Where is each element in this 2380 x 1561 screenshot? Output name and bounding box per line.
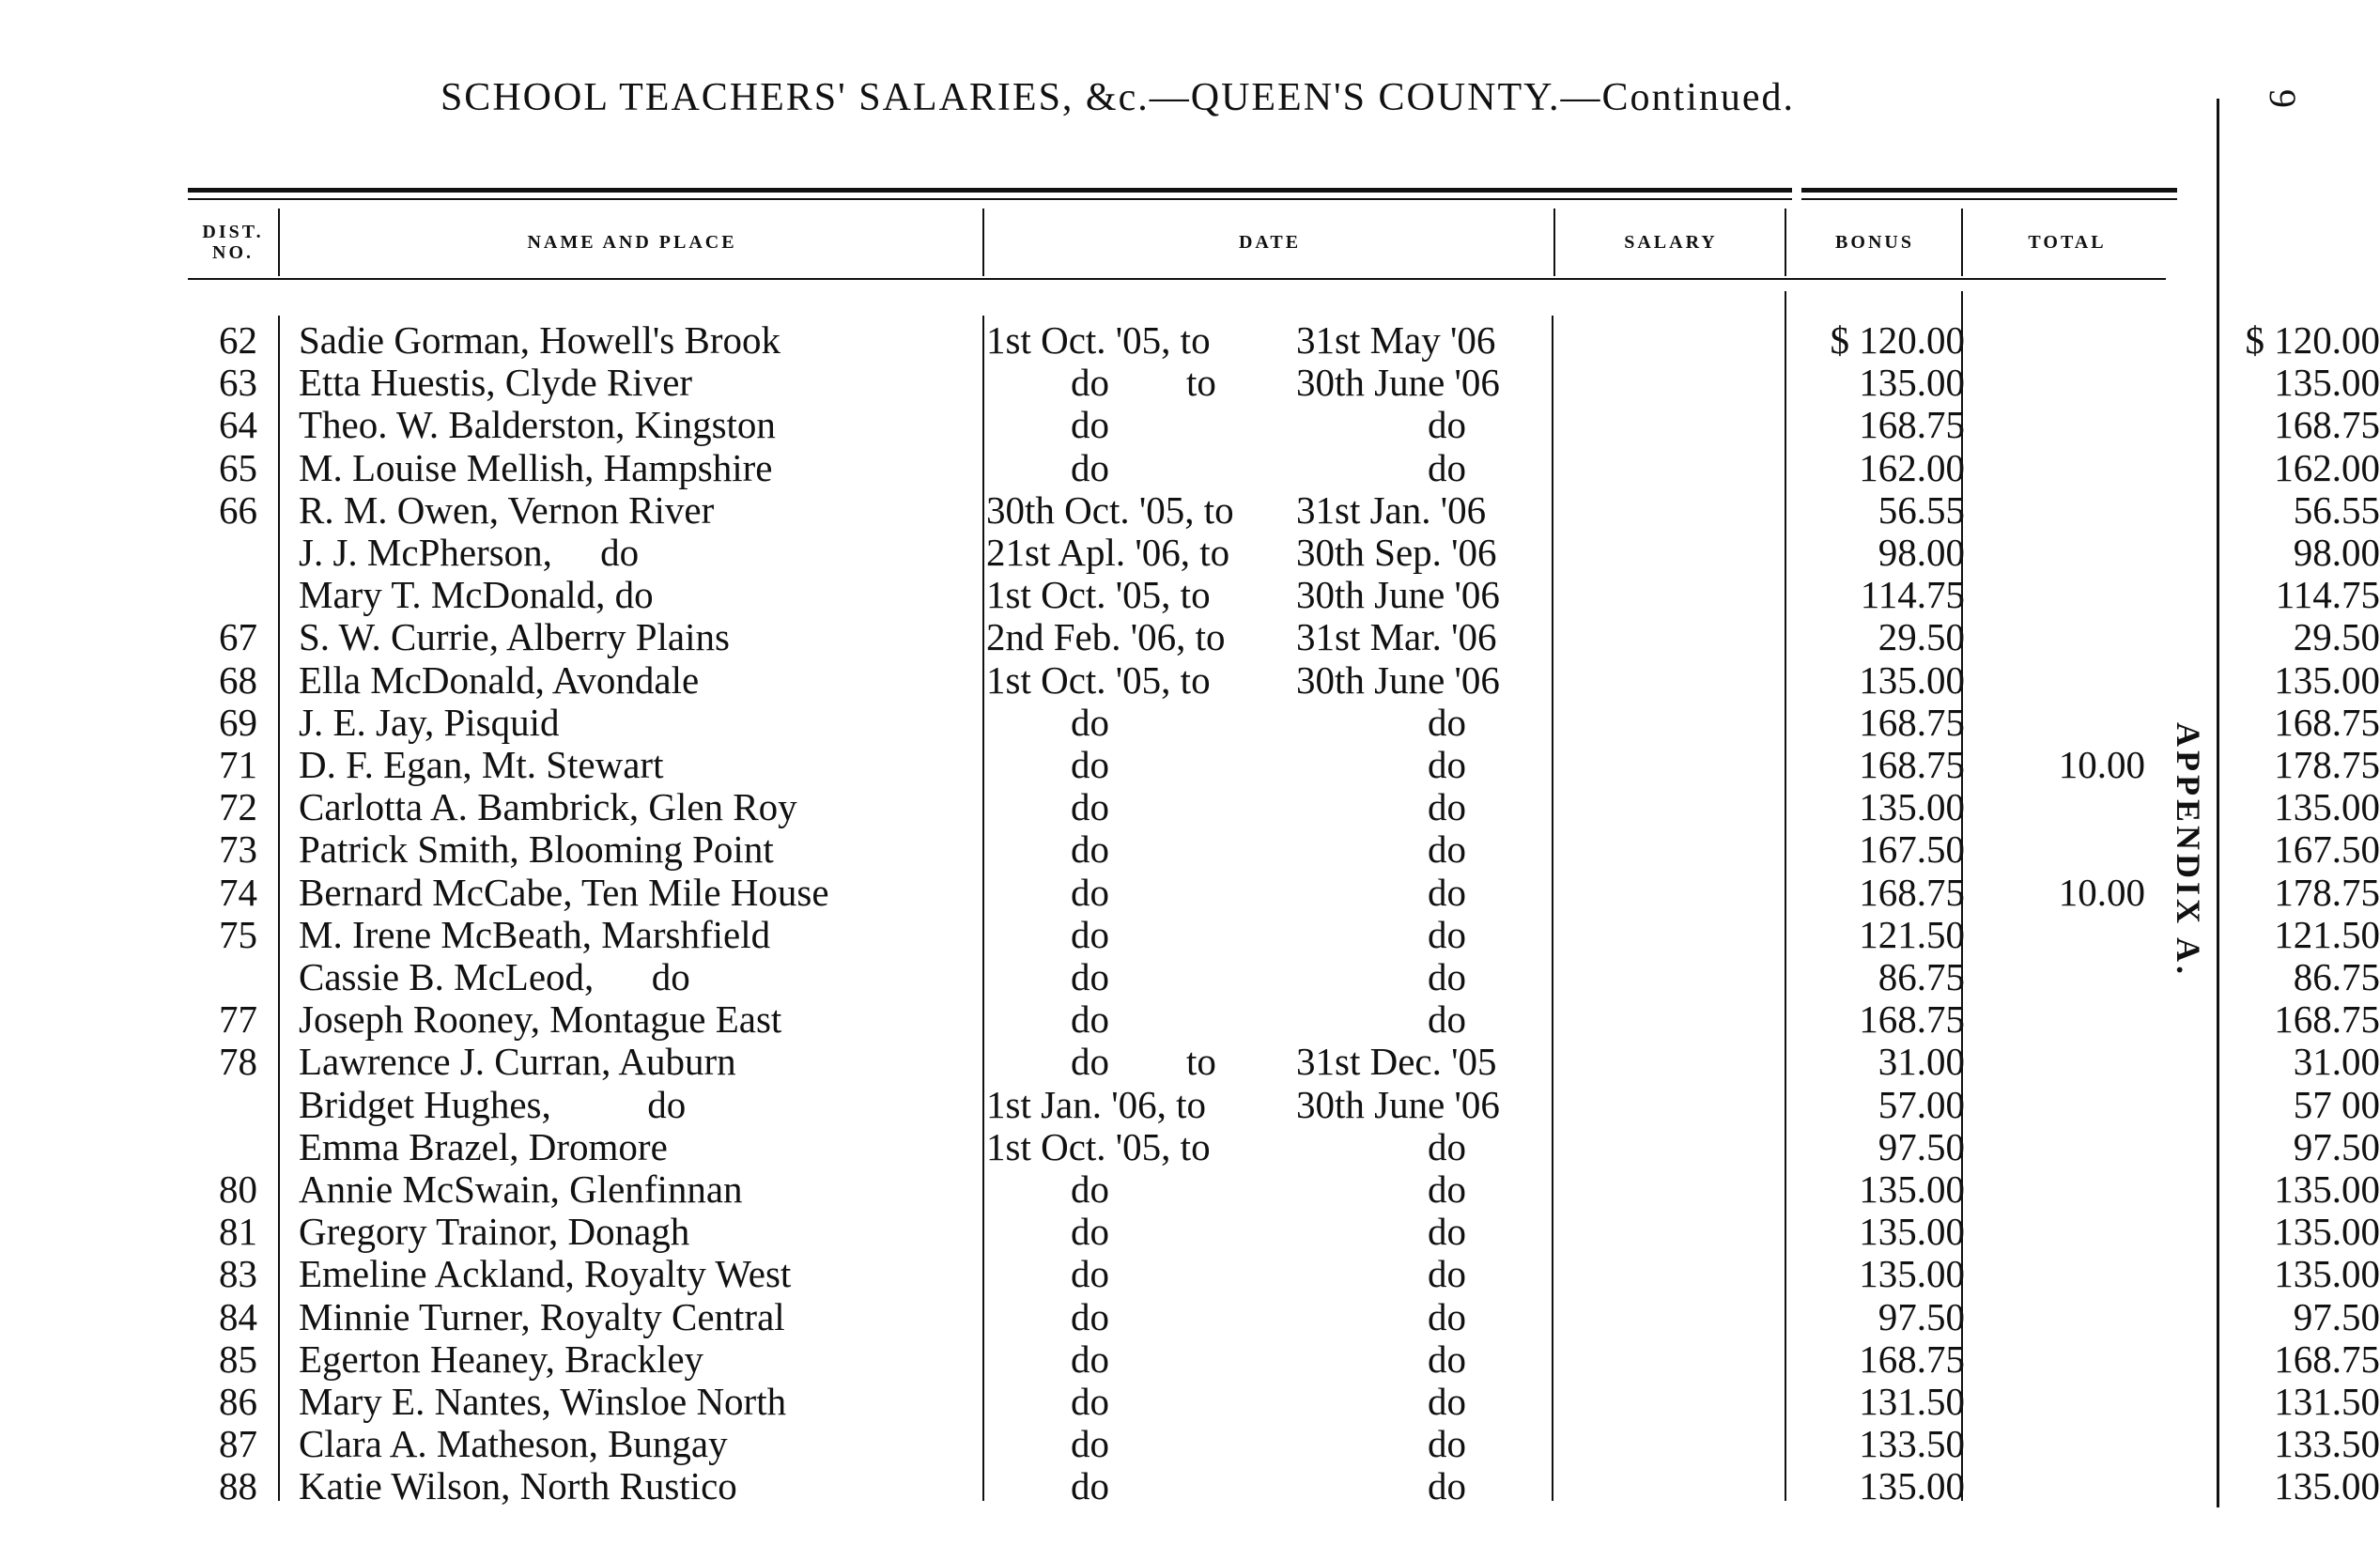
cell-dist: 68 (219, 657, 257, 702)
cell-from: do (1071, 1380, 1109, 1423)
cell-to: do (1428, 1337, 1466, 1381)
cell-dist (188, 574, 257, 616)
cell-from: do (1071, 1294, 1109, 1338)
cell-salary: 168.75 (1859, 1337, 1965, 1381)
col-bonus-header: BONUS (1785, 209, 1963, 276)
cell-to: 30th Sep. '06 (1296, 531, 1497, 574)
cell-salary: 98.00 (1878, 531, 1965, 574)
cell-dist: 73 (219, 827, 257, 872)
table-row (188, 785, 2380, 829)
cell-from: do (1071, 870, 1109, 914)
table-row (188, 361, 2380, 405)
cell-to: 31st Mar. '06 (1296, 615, 1497, 659)
cell-dist: 67 (219, 615, 257, 659)
appendix-label: APPENDIX A. (2170, 721, 2207, 978)
cell-from: 30th Oct. '05, to (986, 487, 1234, 532)
cell-from: do (1071, 700, 1109, 744)
cell-salary: 31.00 (1878, 1040, 1965, 1084)
cell-salary: 168.75 (1859, 997, 1965, 1042)
cell-dist: 81 (219, 1210, 257, 1254)
cell-from: do (1071, 785, 1109, 829)
cell-dist (188, 1126, 257, 1168)
cell-from: do (1071, 1422, 1109, 1466)
cell-name: Emeline Ackland, Royalty West (299, 1252, 792, 1296)
cell-total: 56.55 (2293, 487, 2380, 532)
table-row (188, 573, 2380, 617)
cell-total: $ 120.00 (2245, 318, 2380, 362)
cell-total: 168.75 (2274, 700, 2380, 744)
cell-dist: 80 (219, 1167, 257, 1211)
cell-salary: 29.50 (1878, 615, 1965, 659)
col-date-header: DATE (982, 209, 1555, 276)
cell-to: 30th June '06 (1296, 657, 1500, 702)
cell-to: do (1428, 1464, 1466, 1508)
cell-name: Egerton Heaney, Brackley (299, 1337, 704, 1381)
table-row (188, 827, 2380, 872)
cell-from: do (1071, 827, 1109, 872)
cell-from: do (1071, 997, 1109, 1042)
cell-to: 31st Jan. '06 (1296, 487, 1487, 532)
cell-from: do (1071, 1464, 1109, 1508)
cell-from: 21st Apl. '06, to (986, 531, 1230, 574)
cell-bonus: 10.00 (2058, 743, 2145, 786)
cell-salary: 97.50 (1878, 1124, 1965, 1168)
cell-salary: 56.55 (1878, 487, 1965, 532)
cell-to: 31st May '06 (1296, 318, 1496, 362)
cell-total: 178.75 (2274, 870, 2380, 914)
cell-total: 168.75 (2274, 997, 2380, 1042)
cell-salary: 168.75 (1859, 700, 1965, 744)
cell-dist: 69 (219, 700, 257, 744)
cell-from: do (1071, 1210, 1109, 1254)
cell-salary: 135.00 (1859, 1210, 1965, 1254)
cell-salary: 168.75 (1859, 403, 1965, 447)
cell-dist: 84 (219, 1294, 257, 1338)
cell-dist: 74 (219, 870, 257, 914)
cell-total: 86.75 (2293, 955, 2380, 998)
cell-name: Ella McDonald, Avondale (299, 657, 700, 702)
cell-from: do (1071, 912, 1109, 956)
page-title: SCHOOL TEACHERS' SALARIES, &c.—QUEEN'S COUNTY.—Continued. (440, 76, 1796, 119)
cell-salary: 135.00 (1859, 1464, 1965, 1508)
cell-total: 57 00 (2293, 1082, 2380, 1126)
cell-to: 30th June '06 (1296, 573, 1500, 617)
table-row (188, 1422, 2380, 1466)
cell-to: do (1428, 1210, 1466, 1254)
table-row (188, 1464, 2380, 1508)
cell-name: Annie McSwain, Glenfinnan (299, 1167, 743, 1211)
table-row (188, 743, 2380, 786)
cell-total: 133.50 (2274, 1422, 2380, 1466)
cell-name: Joseph Rooney, Montague East (299, 997, 782, 1042)
cell-dist (188, 532, 257, 574)
cell-salary: 131.50 (1859, 1380, 1965, 1423)
col-salary-header: SALARY (1553, 209, 1786, 276)
cell-name: R. M. Owen, Vernon River (299, 487, 715, 532)
col-total-header: TOTAL (1961, 209, 2171, 276)
cell-name: Emma Brazel, Dromore (299, 1124, 668, 1168)
cell-total: 114.75 (2275, 573, 2380, 617)
cell-name: J. E. Jay, Pisquid (299, 700, 560, 744)
cell-total: 135.00 (2274, 1210, 2380, 1254)
cell-name: M. Irene McBeath, Marshfield (299, 912, 771, 956)
cell-to: do (1428, 912, 1466, 956)
cell-total: 97.50 (2293, 1124, 2380, 1168)
cell-to: do (1428, 1167, 1466, 1211)
cell-name: Minnie Turner, Royalty Central (299, 1294, 785, 1338)
table-row (188, 445, 2380, 489)
cell-name: Clara A. Matheson, Bungay (299, 1422, 728, 1466)
cell-total: 135.00 (2274, 657, 2380, 702)
cell-to: do (1428, 870, 1466, 914)
cell-salary: 135.00 (1859, 785, 1965, 829)
cell-name: Cassie B. McLeod, do (299, 955, 690, 998)
cell-name: Bernard McCabe, Ten Mile House (299, 870, 829, 914)
cell-bonus: 10.00 (2058, 870, 2145, 914)
cell-dist: 63 (219, 361, 257, 405)
cell-dist: 66 (219, 487, 257, 532)
cell-from: do to (1071, 1040, 1216, 1084)
table-row (188, 1124, 2380, 1168)
cell-dist: 75 (219, 912, 257, 956)
cell-salary: 168.75 (1859, 870, 1965, 914)
cell-name: D. F. Egan, Mt. Stewart (299, 743, 664, 786)
cell-total: 97.50 (2293, 1294, 2380, 1338)
cell-dist: 77 (219, 997, 257, 1042)
cell-to: do (1428, 785, 1466, 829)
cell-to: 30th June '06 (1296, 361, 1500, 405)
cell-to: do (1428, 700, 1466, 744)
cell-total: 135.00 (2274, 361, 2380, 405)
cell-salary: 57.00 (1878, 1082, 1965, 1126)
cell-to: do (1428, 403, 1466, 447)
cell-from: do (1071, 1337, 1109, 1381)
cell-total: 135.00 (2274, 1252, 2380, 1296)
table-row (188, 531, 2380, 574)
top-rule-left (188, 188, 1792, 200)
cell-total: 162.00 (2274, 445, 2380, 489)
cell-total: 121.50 (2274, 912, 2380, 956)
table-row (188, 1167, 2380, 1211)
cell-name: Sadie Gorman, Howell's Brook (299, 318, 780, 362)
cell-total: 31.00 (2293, 1040, 2380, 1084)
cell-total: 135.00 (2274, 785, 2380, 829)
cell-total: 135.00 (2274, 1464, 2380, 1508)
cell-to: do (1428, 1252, 1466, 1296)
cell-dist: 72 (219, 785, 257, 829)
table-row (188, 657, 2380, 702)
cell-total: 135.00 (2274, 1167, 2380, 1211)
cell-dist: 78 (219, 1040, 257, 1084)
cell-salary: 114.75 (1860, 573, 1965, 617)
cell-salary: 135.00 (1859, 1252, 1965, 1296)
cell-dist: 88 (219, 1464, 257, 1508)
cell-from: do (1071, 1167, 1109, 1211)
header-rule (188, 278, 2166, 280)
cell-total: 98.00 (2293, 531, 2380, 574)
cell-to: 31st Dec. '05 (1296, 1040, 1497, 1084)
table-row (188, 870, 2380, 914)
cell-dist: 85 (219, 1337, 257, 1381)
cell-from: 1st Oct. '05, to (986, 657, 1211, 702)
cell-to: do (1428, 743, 1466, 786)
cell-salary: 86.75 (1878, 955, 1965, 998)
cell-from: 1st Oct. '05, to (986, 1124, 1211, 1168)
table-row (188, 1380, 2380, 1423)
cell-name: Mary T. McDonald, do (299, 573, 654, 617)
cell-name: Theo. W. Balderston, Kingston (299, 403, 776, 447)
cell-total: 167.50 (2274, 827, 2380, 872)
table-row (188, 912, 2380, 956)
cell-from: do (1071, 743, 1109, 786)
table-row (188, 700, 2380, 744)
cell-name: Bridget Hughes, do (299, 1082, 687, 1126)
table-row (188, 487, 2380, 532)
cell-dist (188, 956, 257, 998)
cell-from: do (1071, 403, 1109, 447)
table-row (188, 1210, 2380, 1254)
cell-name: Carlotta A. Bambrick, Glen Roy (299, 785, 797, 829)
cell-from: 1st Oct. '05, to (986, 318, 1211, 362)
cell-name: S. W. Currie, Alberry Plains (299, 615, 730, 659)
table-row (188, 403, 2380, 447)
table-row (188, 1252, 2380, 1296)
cell-dist: 86 (219, 1380, 257, 1423)
cell-name: M. Louise Mellish, Hampshire (299, 445, 773, 489)
cell-to: do (1428, 827, 1466, 872)
cell-name: Gregory Trainor, Donagh (299, 1210, 690, 1254)
cell-from: do (1071, 1252, 1109, 1296)
col-name-header: NAME AND PLACE (278, 209, 984, 276)
table-row (188, 615, 2380, 659)
cell-dist: 87 (219, 1422, 257, 1466)
cell-total: 178.75 (2274, 743, 2380, 786)
cell-from: do to (1071, 361, 1216, 405)
cell-total: 29.50 (2293, 615, 2380, 659)
table-row (188, 997, 2380, 1042)
cell-total: 168.75 (2274, 1337, 2380, 1381)
cell-name: Lawrence J. Curran, Auburn (299, 1040, 736, 1084)
cell-to: do (1428, 445, 1466, 489)
table-row (188, 955, 2380, 998)
cell-to: 30th June '06 (1296, 1082, 1500, 1126)
cell-total: 168.75 (2274, 403, 2380, 447)
cell-salary: 135.00 (1859, 361, 1965, 405)
cell-from: do (1071, 955, 1109, 998)
page-number: 9 (2262, 89, 2304, 108)
cell-to: do (1428, 997, 1466, 1042)
cell-salary: 135.00 (1859, 657, 1965, 702)
cell-name: Etta Huestis, Clyde River (299, 361, 693, 405)
cell-to: do (1428, 1380, 1466, 1423)
cell-from: 1st Jan. '06, to (986, 1082, 1207, 1126)
cell-from: 2nd Feb. '06, to (986, 615, 1226, 659)
cell-salary: 162.00 (1859, 445, 1965, 489)
cell-to: do (1428, 955, 1466, 998)
top-rule-right (1801, 188, 2177, 200)
col-dist-header: DIST. NO. (202, 222, 264, 263)
table-row (188, 1040, 2380, 1084)
cell-total: 131.50 (2274, 1380, 2380, 1423)
cell-dist: 64 (219, 403, 257, 447)
cell-dist: 83 (219, 1252, 257, 1296)
cell-to: do (1428, 1124, 1466, 1168)
cell-dist: 71 (219, 743, 257, 786)
cell-name: J. J. McPherson, do (299, 531, 640, 574)
cell-name: Mary E. Nantes, Winsloe North (299, 1380, 787, 1423)
table-row (188, 1337, 2380, 1381)
cell-salary: 167.50 (1859, 827, 1965, 872)
table-row (188, 1294, 2380, 1338)
cell-salary: 121.50 (1859, 912, 1965, 956)
cell-dist (188, 1084, 257, 1126)
cell-salary: $ 120.00 (1830, 318, 1965, 362)
cell-from: 1st Oct. '05, to (986, 573, 1211, 617)
cell-salary: 97.50 (1878, 1294, 1965, 1338)
cell-salary: 133.50 (1859, 1422, 1965, 1466)
cell-salary: 135.00 (1859, 1167, 1965, 1211)
table-row (188, 318, 2380, 362)
cell-to: do (1428, 1422, 1466, 1466)
table-header (188, 209, 2170, 276)
cell-dist: 65 (219, 445, 257, 489)
table-row (188, 1082, 2380, 1126)
cell-from: do (1071, 445, 1109, 489)
cell-dist: 62 (219, 318, 257, 362)
cell-name: Patrick Smith, Blooming Point (299, 827, 774, 872)
cell-to: do (1428, 1294, 1466, 1338)
cell-name: Katie Wilson, North Rustico (299, 1464, 737, 1508)
cell-salary: 168.75 (1859, 743, 1965, 786)
